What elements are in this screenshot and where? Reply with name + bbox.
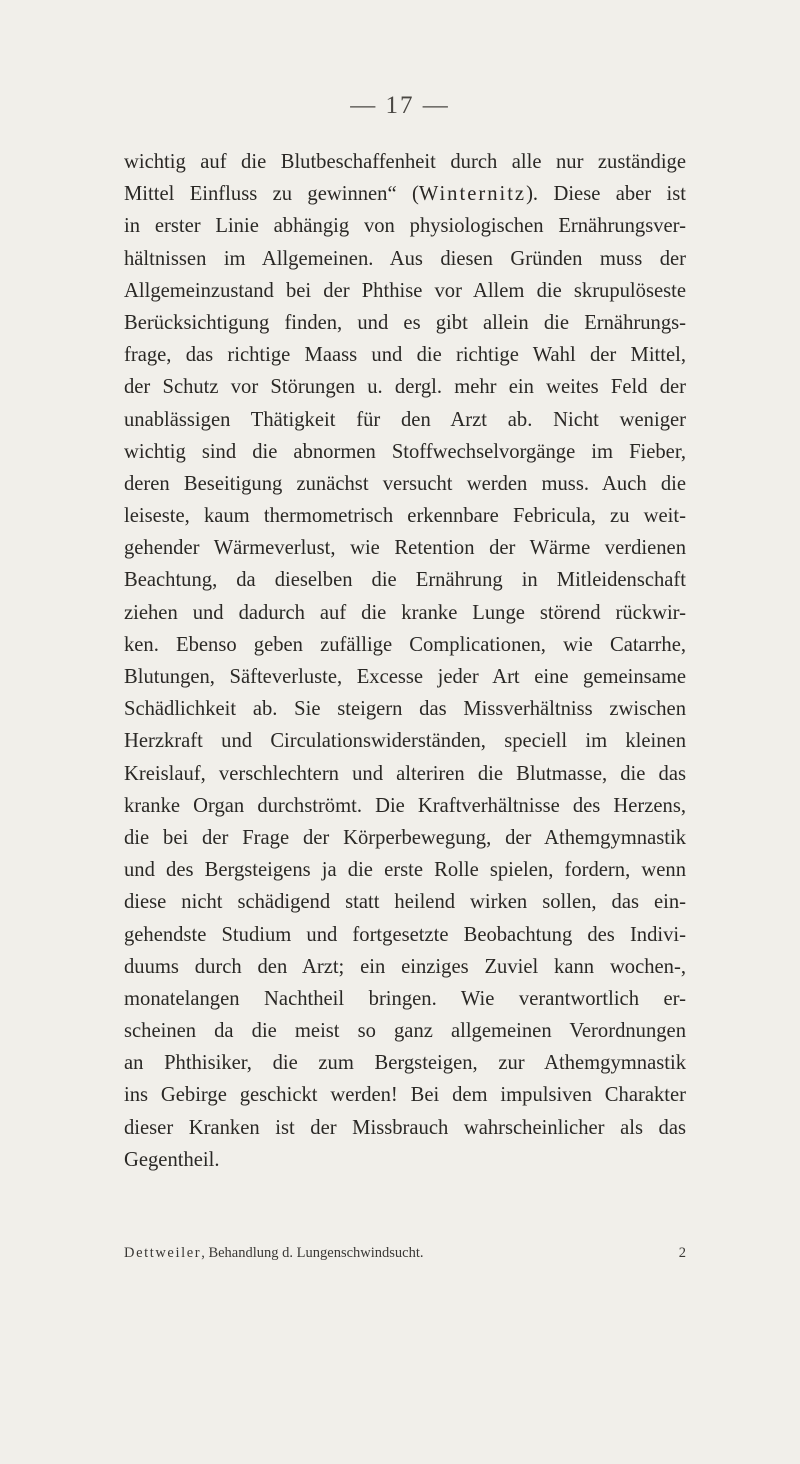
cited-author: Winternitz bbox=[418, 183, 527, 206]
text-line: in erster Linie abhängig von physiologischen Ernährungsver- bbox=[124, 215, 686, 238]
text-line: die bei der Frage der Körperbewegung, der Athemgymnastik bbox=[124, 826, 686, 849]
text-line: Beachtung, da dieselben die Ernährung in Mitleidenschaft bbox=[124, 569, 686, 592]
signature-mark: 2 bbox=[678, 1245, 686, 1261]
text-line: kranke Organ durchströmt. Die Kraftverhältnisse des Herzens, bbox=[124, 794, 686, 817]
text-line: diese nicht schädigend statt heilend wirken sollen, das ein- bbox=[124, 891, 686, 914]
text-line: ins Gebirge geschickt werden! Bei dem impulsiven Charakter bbox=[124, 1084, 686, 1107]
text-span: ). Diese aber ist bbox=[526, 183, 686, 206]
text-line: ken. Ebenso geben zufällige Complicationen, wie Catarrhe, bbox=[124, 633, 686, 656]
body-text bbox=[124, 146, 686, 1176]
text-line: der Schutz vor Störungen u. dergl. mehr ein weites Feld der bbox=[124, 376, 686, 399]
text-line: Berücksichtigung finden, und es gibt allein die Ernährungs- bbox=[124, 311, 686, 334]
text-line: an Phthisiker, die zum Bergsteigen, zur Athemgymnastik bbox=[124, 1052, 686, 1075]
text-span: Mittel Einfluss zu gewinnen“ ( bbox=[124, 183, 419, 206]
page-number: — 17 — bbox=[350, 92, 450, 119]
text-line: Schädlichkeit ab. Sie steigern das Missverhältniss zwischen bbox=[124, 698, 686, 721]
text-line: ziehen und dadurch auf die kranke Lunge störend rückwir- bbox=[124, 601, 686, 624]
text-line: dieser Kranken ist der Missbrauch wahrscheinlicher als das bbox=[124, 1116, 686, 1139]
text-line: scheinen da die meist so ganz allgemeinen Verordnungen bbox=[124, 1020, 686, 1043]
text-line bbox=[124, 178, 686, 210]
text-line: deren Beseitigung zunächst versucht werden muss. Auch die bbox=[124, 472, 686, 495]
text-line: Allgemeinzustand bei der Phthise vor Allem die skrupulöseste bbox=[124, 279, 686, 302]
text-line: duums durch den Arzt; ein einziges Zuviel kann wochen-, bbox=[124, 955, 686, 978]
text-line: Kreislauf, verschlechtern und alteriren die Blutmasse, die das bbox=[124, 762, 686, 785]
text-line: Blutungen, Säfteverluste, Excesse jeder Art eine gemeinsame bbox=[124, 666, 686, 688]
text-line: gehender Wärmeverlust, wie Retention der Wärme verdienen bbox=[124, 537, 686, 560]
text-line: unablässigen Thätigkeit für den Arzt ab. Nicht weniger bbox=[124, 408, 686, 431]
text-line: Gegentheil. bbox=[124, 1148, 220, 1171]
text-line: gehendste Studium und fortgesetzte Beobachtung des Indivi- bbox=[124, 923, 686, 946]
text-line: monatelangen Nachtheil bringen. Wie verantwortlich er- bbox=[124, 987, 686, 1010]
text-line: wichtig auf die Blutbeschaffenheit durch alle nur zuständige bbox=[124, 151, 686, 173]
text-line: hältnissen im Allgemeinen. Aus diesen Gründen muss der bbox=[124, 247, 686, 270]
text-line: frage, das richtige Maass und die richtige Wahl der Mittel, bbox=[124, 344, 686, 367]
text-line: und des Bergsteigens ja die erste Rolle spielen, fordern, wenn bbox=[124, 859, 686, 882]
footer-author: Dettweiler bbox=[124, 1245, 202, 1261]
text-line: leiseste, kaum thermometrisch erkennbare Febricula, zu weit- bbox=[124, 505, 686, 528]
running-footer bbox=[124, 1245, 686, 1262]
text-line: wichtig sind die abnormen Stoffwechselvorgänge im Fieber, bbox=[124, 440, 686, 463]
footer-title: , Behandlung d. Lungenschwindsucht. bbox=[201, 1245, 424, 1261]
text-line: Herzkraft und Circulationswiderständen, speciell im kleinen bbox=[124, 730, 686, 753]
